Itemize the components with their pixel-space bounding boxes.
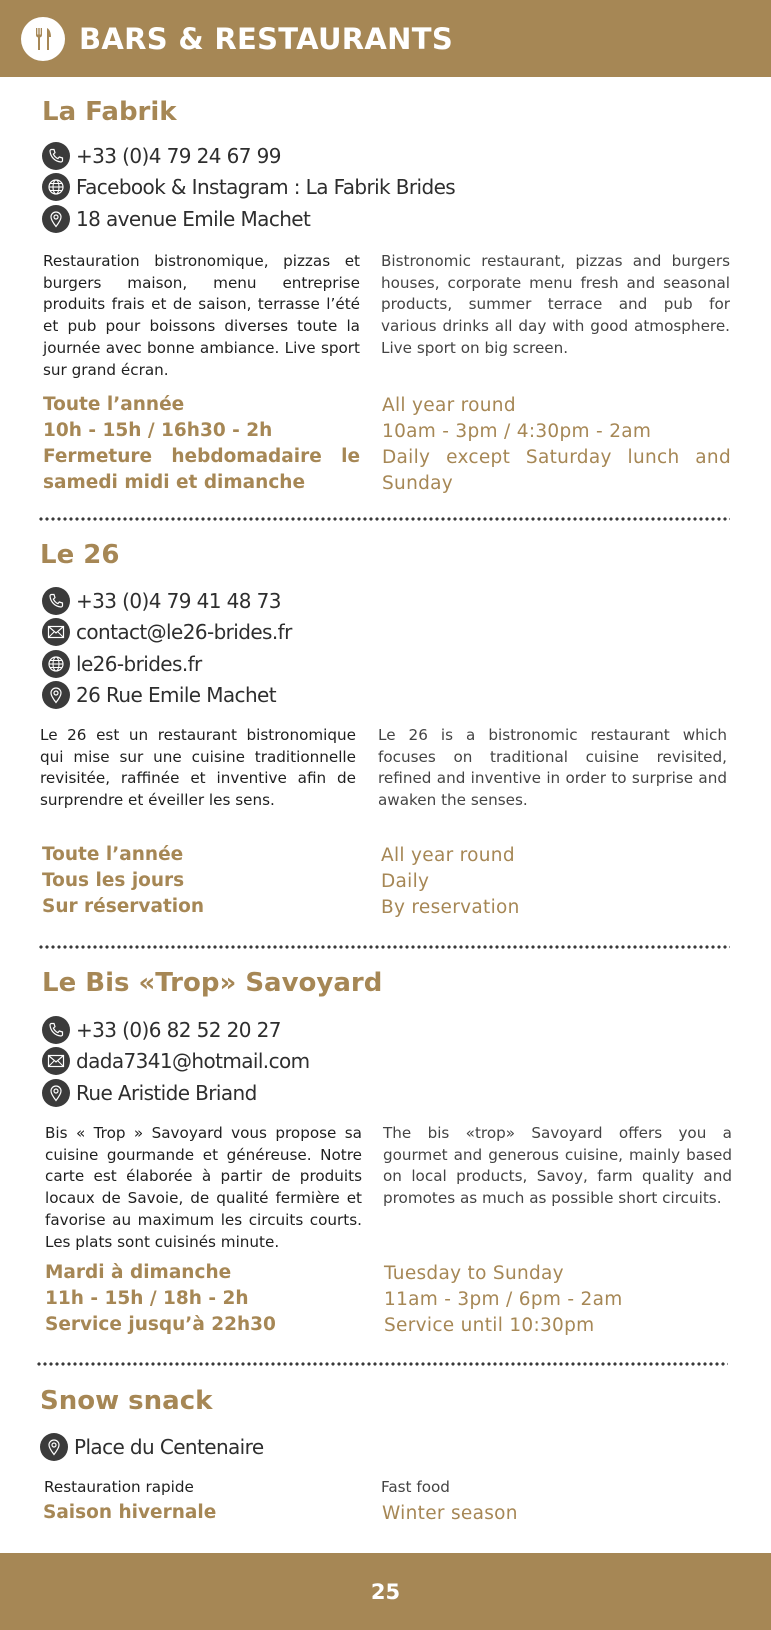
contact-address[interactable] bbox=[40, 1431, 264, 1463]
contact-text: +33 (0)6 82 52 20 27 bbox=[76, 1017, 281, 1042]
description-fr: Bis « Trop » Savoyard vous propose sa cuisine gourmande et généreuse. Notre carte est élaborée à partir de produits locaux de Savoie, de qualité fermière et favorise au maximum les circuits courts. Les plats sont cuisinés minute. bbox=[45, 1124, 362, 1251]
opening-info-fr bbox=[45, 1260, 362, 1338]
contact-phone[interactable] bbox=[42, 1014, 309, 1046]
globe-icon bbox=[42, 173, 70, 201]
info-line: Toute l’année bbox=[42, 844, 184, 865]
location-pin-icon bbox=[40, 1433, 68, 1461]
info-line: 11am - 3pm / 6pm - 2am bbox=[384, 1289, 623, 1310]
info-line: Mardi à dimanche bbox=[45, 1262, 232, 1283]
restaurant-name: Le 26 bbox=[40, 540, 120, 570]
info-line: Tous les jours bbox=[42, 870, 185, 891]
description-fr: Restauration rapide bbox=[44, 1478, 194, 1496]
contact-text: 18 avenue Emile Machet bbox=[76, 206, 311, 231]
description-en: The bis «trop» Savoyard offers you a gourmet and generous cuisine, mainly based on local products, Savoy, farm quality and promotes as much as possible short circuits. bbox=[383, 1124, 732, 1208]
info-line: All year round bbox=[382, 395, 516, 416]
contact-phone[interactable] bbox=[42, 585, 292, 617]
restaurant-name: Snow snack bbox=[40, 1386, 213, 1416]
location-pin-icon bbox=[42, 205, 70, 233]
contact-text: Place du Centenaire bbox=[74, 1434, 264, 1459]
phone-icon bbox=[42, 142, 70, 170]
opening-info-en bbox=[382, 393, 731, 497]
contact-text: le26-brides.fr bbox=[76, 651, 202, 676]
contact-address[interactable] bbox=[42, 1077, 309, 1109]
section-divider bbox=[38, 516, 730, 522]
contact-list bbox=[42, 585, 292, 711]
info-line: Daily except Saturday lunch and Sunday bbox=[382, 447, 731, 494]
opening-info-fr bbox=[43, 392, 360, 496]
info-line: All year round bbox=[381, 845, 515, 866]
contact-address[interactable] bbox=[42, 203, 455, 235]
section-divider bbox=[38, 944, 730, 950]
section-divider bbox=[36, 1361, 728, 1367]
info-line: Tuesday to Sunday bbox=[384, 1263, 564, 1284]
restaurant-icon bbox=[21, 17, 65, 61]
contact-text: +33 (0)4 79 41 48 73 bbox=[76, 588, 281, 613]
contact-text: 26 Rue Emile Machet bbox=[76, 683, 276, 708]
info-line: Saison hivernale bbox=[43, 1502, 217, 1523]
info-line: Fermeture hebdomadaire le samedi midi et dimanche bbox=[43, 446, 360, 493]
mail-icon bbox=[42, 1047, 70, 1075]
info-line: Service until 10:30pm bbox=[384, 1315, 595, 1336]
contact-text: Rue Aristide Briand bbox=[76, 1080, 257, 1105]
contact-list bbox=[40, 1431, 264, 1463]
location-pin-icon bbox=[42, 1079, 70, 1107]
info-line: 11h - 15h / 18h - 2h bbox=[45, 1288, 249, 1309]
opening-info-en bbox=[381, 843, 730, 921]
opening-info-fr bbox=[42, 842, 358, 920]
opening-info-en bbox=[382, 1501, 731, 1527]
contact-list bbox=[42, 1014, 309, 1109]
description-en: Le 26 is a bistronomic restaurant which focuses on traditional cuisine revisited, refined and inventive in order to surprise and awaken the senses. bbox=[378, 726, 727, 810]
restaurant-name: Le Bis «Trop» Savoyard bbox=[42, 968, 383, 998]
contact-text: Facebook & Instagram : La Fabrik Brides bbox=[76, 175, 456, 200]
opening-info-fr bbox=[43, 1500, 360, 1526]
info-line: By reservation bbox=[381, 897, 520, 918]
contact-address[interactable] bbox=[42, 680, 292, 712]
contact-phone[interactable] bbox=[42, 140, 455, 172]
contact-text: contact@le26-brides.fr bbox=[76, 620, 292, 645]
contact-web[interactable] bbox=[42, 648, 292, 680]
contact-web[interactable] bbox=[42, 172, 455, 204]
description-en: Fast food bbox=[381, 1478, 450, 1496]
page-number: 25 bbox=[370, 1579, 401, 1604]
location-pin-icon bbox=[42, 681, 70, 709]
page-header bbox=[0, 0, 771, 77]
contact-email[interactable] bbox=[42, 1046, 309, 1078]
info-line: 10am - 3pm / 4:30pm - 2am bbox=[382, 421, 652, 442]
phone-icon bbox=[42, 1016, 70, 1044]
info-line: Toute l’année bbox=[43, 394, 185, 415]
page-footer bbox=[0, 1553, 771, 1630]
contact-text: +33 (0)4 79 24 67 99 bbox=[76, 143, 281, 168]
contact-email[interactable] bbox=[42, 617, 292, 649]
restaurant-name: La Fabrik bbox=[42, 97, 177, 127]
phone-icon bbox=[42, 587, 70, 615]
description-fr: Restauration bistronomique, pizzas et burgers maison, menu entreprise produits frais et de saison, terrasse l’été et pub pour boissons diverses toute la journée avec bonne ambiance. Live sport sur grand écran. bbox=[43, 252, 360, 379]
info-line: 10h - 15h / 16h30 - 2h bbox=[43, 420, 273, 441]
description-en: Bistronomic restaurant, pizzas and burgers houses, corporate menu fresh and seasonal products, summer terrace and pub for various drinks all day with good atmosphere. Live sport on big screen. bbox=[381, 252, 730, 357]
globe-icon bbox=[42, 650, 70, 678]
page-title: BARS & RESTAURANTS bbox=[79, 21, 454, 56]
info-line: Service jusqu’à 22h30 bbox=[45, 1314, 276, 1335]
info-line: Sur réservation bbox=[42, 896, 205, 917]
contact-list bbox=[42, 140, 455, 235]
mail-icon bbox=[42, 618, 70, 646]
opening-info-en bbox=[384, 1261, 733, 1339]
info-line: Winter season bbox=[382, 1503, 518, 1524]
contact-text: dada7341@hotmail.com bbox=[76, 1049, 310, 1074]
description-fr: Le 26 est un restaurant bistronomique qui mise sur une cuisine traditionnelle revisitée, raffinée et inventive afin de surprendre et éveiller les sens. bbox=[40, 726, 356, 810]
info-line: Daily bbox=[381, 871, 430, 892]
